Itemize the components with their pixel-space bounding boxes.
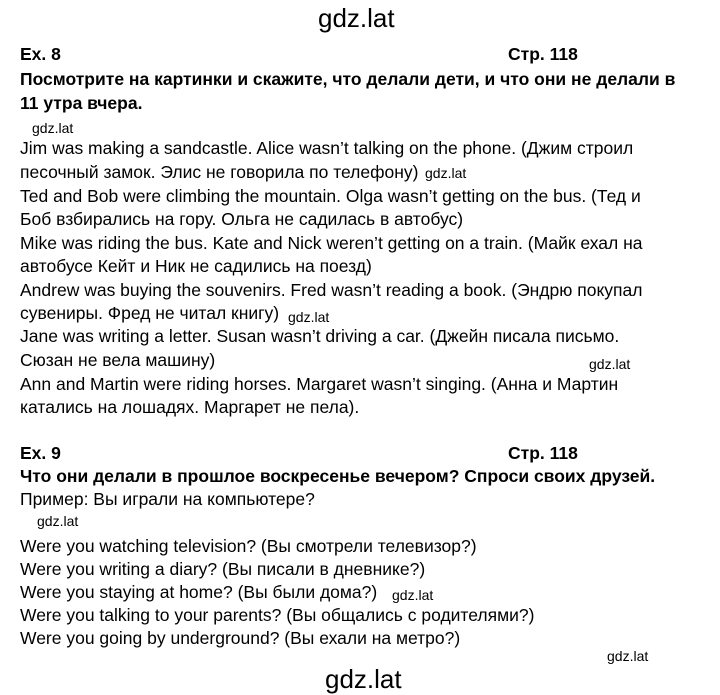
exercise-9-task: Что они делали в прошлое воскресенье вечером? Спроси своих друзей.: [20, 466, 656, 486]
exercise-9-line: Were you writing a diary? (Вы писали в дневнике?): [20, 559, 426, 579]
exercise-8-line: Ann and Martin were riding horses. Margaret wasn’t singing. (Анна и Мартин: [20, 374, 619, 394]
exercise-8-line: Jim was making a sandcastle. Alice wasn’t talking on the phone. (Джим строил: [20, 138, 634, 158]
exercise-8-label: Ex. 8: [20, 44, 61, 64]
exercise-9-line: Were you talking to your parents? (Вы общались с родителями?): [20, 605, 535, 625]
exercise-8-line: Mike was riding the bus. Kate and Nick weren’t getting on a train. (Майк ехал на: [20, 233, 643, 253]
exercise-9-example: Пример: Вы играли на компьютере?: [20, 489, 315, 509]
exercise-8-line: Боб взбирались на гору. Ольга не садилась в автобус): [20, 209, 464, 229]
watermark-small: gdz.lat: [392, 587, 434, 603]
exercise-9-label: Ex. 9: [20, 443, 61, 463]
exercise-8-line: песочный замок. Элис не говорила по телефону): [20, 162, 419, 182]
watermark-small: gdz.lat: [425, 165, 467, 181]
exercise-8-line: Andrew was buying the souvenirs. Fred wasn’t reading a book. (Эндрю покупал: [20, 280, 643, 300]
exercise-8-task-line-1: Посмотрите на картинки и скажите, что делали дети, и что они не делали в: [20, 69, 676, 89]
exercise-9-page: Стр. 118: [508, 443, 578, 463]
exercise-8-line: катались на лошадях. Маргарет не пела).: [20, 397, 360, 417]
exercise-9-line: Were you staying at home? (Вы были дома?): [20, 582, 378, 602]
exercise-8-task-line-2: 11 утра вчера.: [20, 93, 143, 113]
watermark-small: gdz.lat: [589, 356, 631, 372]
exercise-9-line: Were you going by underground? (Вы ехали на метро?): [20, 628, 461, 648]
exercise-8-page: Стр. 118: [508, 44, 578, 64]
exercise-8-line: Ted and Bob were climbing the mountain. Olga wasn’t getting on the bus. (Тед и: [20, 186, 641, 206]
watermark-small: gdz.lat: [32, 120, 74, 136]
exercise-8-line: Сюзан не вела машину): [20, 350, 216, 370]
exercise-8-line: сувениры. Фред не читал книгу): [20, 303, 280, 323]
watermark-bottom: gdz.lat: [325, 664, 402, 694]
exercise-8-line: Jane was writing a letter. Susan wasn’t driving a car. (Джейн писала письмо.: [20, 326, 620, 346]
exercise-9-line: Were you watching television? (Вы смотрели телевизор?): [20, 536, 477, 556]
watermark-small: gdz.lat: [288, 309, 330, 325]
watermark-top: gdz.lat: [318, 3, 395, 33]
exercise-8-line: автобусе Кейт и Ник не садились на поезд): [20, 256, 372, 276]
watermark-small: gdz.lat: [607, 648, 649, 664]
watermark-small: gdz.lat: [37, 513, 79, 529]
